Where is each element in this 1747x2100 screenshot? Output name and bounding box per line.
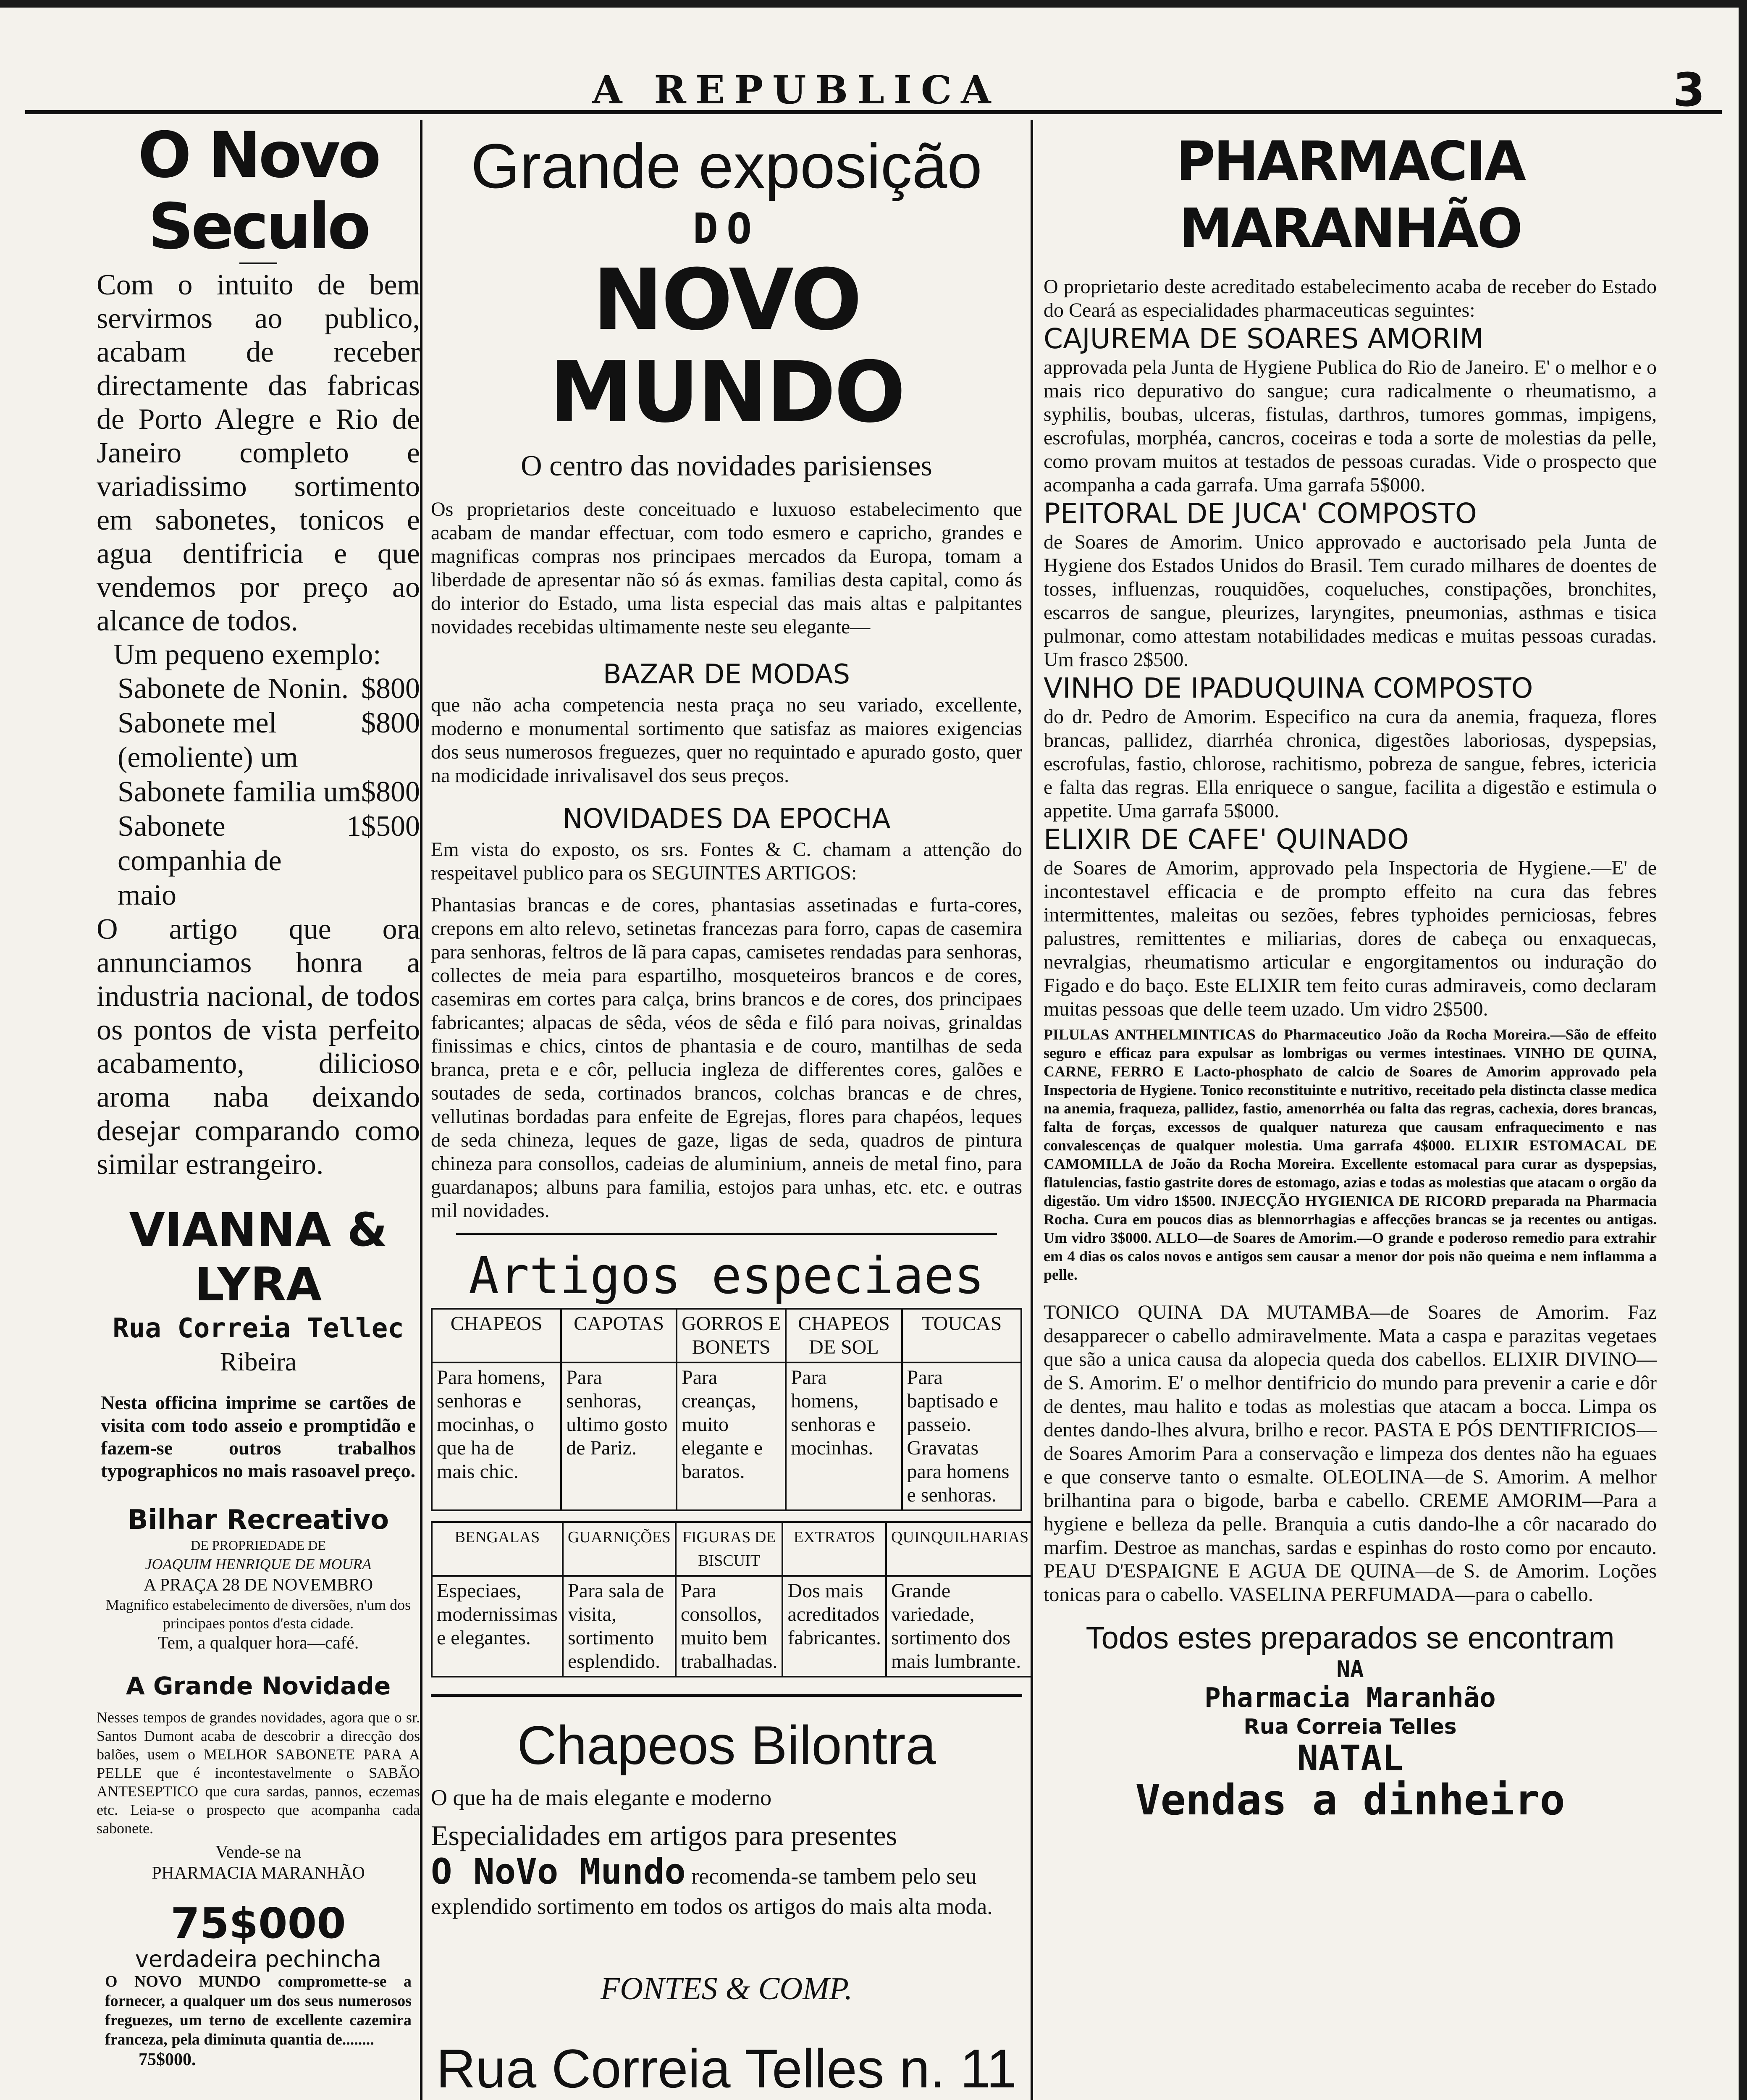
- product-price: $800: [361, 707, 420, 739]
- ad-novo-seculo-example: Um pequeno exemplo:: [113, 638, 381, 671]
- table-header: BENGALAS: [432, 1522, 563, 1576]
- especiaes-title: Artigos especiaes: [468, 1247, 985, 1305]
- list-item: [1044, 497, 1657, 672]
- ad-bilhar-title: Bilhar Recreativo: [127, 1504, 389, 1536]
- expo-head-2: DO: [693, 204, 761, 253]
- especiaes-table-2: [431, 1521, 1033, 1677]
- item-text: de Soares de Amorim, approvado pela Inspectoria de Hygiene.—E' de incontestavel efficacia e de prompto effeito na cura das febres intermittentes, maleitas ou sezões, febres typhoides perniciosas, febres palustres, remittentes e miliarias, dores de cabeça ou enxaquecas, nevralgias, rheumatismo articular e engorgitamentos ou induração do Figado e do baço. Este ELIXIR tem feito curas admiraveis, como declaram muitas pessoas que delle teem uzado. Um vidro 2$500.: [1044, 857, 1657, 1020]
- bazar-title: BAZAR DE MODAS: [603, 659, 850, 690]
- table-cell: Para baptisado e passeio. Gravatas para homens e senhoras.: [902, 1362, 1021, 1510]
- item-name: CAJUREMA DE SOARES AMORIM: [1044, 323, 1484, 355]
- product-list: [97, 672, 420, 913]
- product-row: [97, 672, 420, 706]
- ad-vianna-lyra-address: Rua Correia Tellec: [113, 1313, 404, 1344]
- list-item: [1044, 672, 1657, 823]
- ad-bilhar-body: Magnifico estabelecimento de diversões, n'um dos principaes pontos d'esta cidade.: [105, 1596, 411, 1632]
- ad-bilhar-place: A PRAÇA 28 DE NOVEMBRO: [143, 1575, 373, 1595]
- table-cell: Para consollos, muito bem trabalhadas.: [676, 1576, 783, 1677]
- ad-pechincha-price: 75$000: [171, 1899, 346, 1948]
- table-header: GUARNIÇÕES: [563, 1522, 676, 1576]
- bilontra-title: Chapeos Bilontra: [517, 1714, 936, 1776]
- divider: [431, 1694, 1022, 1697]
- table-header: CHAPEOS DE SOL: [786, 1309, 902, 1362]
- table-cell: Para senhoras, ultimo gosto de Pariz.: [561, 1362, 677, 1510]
- ad-vianna-lyra-district: Ribeira: [220, 1348, 297, 1376]
- pharmacia-title: PHARMACIA MARANHÃO: [1176, 130, 1524, 260]
- footer-line-4: Rua Correia Telles: [1243, 1714, 1457, 1739]
- table-cell: Para sala de visita, sortimento esplendido.: [563, 1576, 676, 1677]
- product-name: Sabonete familia um: [118, 776, 361, 808]
- bazar-body: que não acha competencia nesta praça no seu variado, excellente, moderno e monumental sortimento que satisfaz as maiores exigencias dos seus numerosos freguezes, quer no requintado e apurado gosto, quer na modicidade inrivalisavel dos seus preços.: [431, 694, 1022, 787]
- product-name: Sabonete mel (emoliente) um: [118, 707, 298, 774]
- table-cell: Grande variedade, sortimento dos mais lumbrante.: [886, 1576, 1033, 1677]
- footer-line-2: NA: [1336, 1656, 1364, 1683]
- ad-novo-seculo-title: O Novo Seculo: [138, 120, 379, 263]
- product-name: Sabonete de Nonin.: [118, 672, 349, 705]
- list-item: [1044, 823, 1657, 1021]
- ad-grande-novidade-shop: PHARMACIA MARANHÃO: [152, 1864, 365, 1883]
- table-cell: Para creanças, muito elegante e baratos.: [677, 1362, 786, 1510]
- item-name: VINHO DE IPADUQUINA COMPOSTO: [1044, 672, 1533, 704]
- column-center: [420, 120, 1033, 2100]
- novo-mundo-name: O NoVo Mundo: [431, 1851, 686, 1892]
- pharmacia-lower-items: TONICO QUINA DA MUTAMBA—de Soares de Amorim. Faz desapparecer o cabello admiravelmente. Mata a caspa e parazitas vegetaes que são a unica causa da alopecia queda dos cabellos. ELIXIR DIVINO—de S. Amorim. E' o melhor dentifricio do mundo para prevenir a carie e dôr de dentes, mau halito e todas as molestias que atacam a bocca. Limpa os dentes dando-lhes alvura, brilho e recor. PASTA E PÓS DENTIFRICIOS—de Soares Amorim Para a conservação e limpeza dos dentes não ha eguaes e que conserve tanto o esmalte. OLEOLINA—de S. Amorim. A melhor brilhantina para o bigode, barba e cabello. CREME AMORIM—Para a hygiene e belleza da pelle. Branquia a cutis dando-lhe a côr nacarado do marfim. Destroe as manchas, sardas e espinhas do rosto como por encauto. PEAU D'ESPAIGNE E AGUA DE QUINA—de S. de Amorim. Loções tonicas para o cabello. VASELINA PERFUMADA—para o cabello.: [1044, 1301, 1657, 1606]
- firm-name: FONTES & COMP.: [600, 1971, 853, 2006]
- ad-bilhar-owner-label: DE PROPRIEDADE DE: [191, 1538, 326, 1553]
- item-text: do dr. Pedro de Amorim. Especifico na cura da anemia, fraqueza, flores brancas, pallidez, diarrhéa chronica, digestões laboriosas, dyspepsias, escrofulas, fastio, chlorose, rachitismo, pobreza de sangue, febres, ictericia e falta das regras. Ella enriquece o sangue, facilita a digestão e estimula o appetite. Uma garrafa 5$000.: [1044, 706, 1657, 822]
- product-price: $800: [361, 776, 420, 808]
- item-name: PEITORAL DE JUCA' COMPOSTO: [1044, 497, 1477, 530]
- table-header: QUINQUILHARIAS: [886, 1522, 1033, 1576]
- table-header: EXTRATOS: [782, 1522, 886, 1576]
- ad-grande-novidade-title: A Grande Novidade: [126, 1672, 391, 1700]
- footer-line-5: NATAL: [1297, 1738, 1403, 1779]
- item-text: approvada pela Junta de Hygiene Publica do Rio de Janeiro. E' o melhor e o mais rico depurativo do sangue; cura radicalmente o rheumatismo, a syphilis, boubas, ulceras, fistulas, darthros, tumores gommas, impigens, escrofulas, morphéa, cancros, coceiras e toda a sorte de molestias da pelle, como provam muitos at testados de pessoas curadas. Vide o prospecto que acompanha a cada garrafa. Uma garrafa 5$000.: [1044, 356, 1657, 496]
- ad-grande-novidade-sale: Vende-se na: [215, 1843, 302, 1862]
- product-name: Sabonete companhia de maio: [118, 810, 282, 911]
- expo-head-1: Grande exposição: [471, 131, 982, 201]
- ad-novo-seculo-body: Com o intuito de bem servirmos ao publico, acabam de receber directamente das fabricas de Porto Alegre e Rio de Janeiro completo e variadissimo sortimento em sabonetes, tonicos e agua dentifricia e que vendemos por preço ao alcance de todos.: [97, 269, 420, 637]
- novo-mundo-recomenda: recomenda-se tambem pelo seu explendido sortimento em todos os artigos do mais alta moda.: [431, 1864, 993, 1919]
- column-left: [97, 120, 420, 2100]
- masthead: [25, 63, 1722, 117]
- table-header: TOUCAS: [902, 1309, 1021, 1362]
- table-header: CHAPEOS: [432, 1309, 561, 1362]
- table-cell: Especiaes, modernissimas e elegantes.: [432, 1576, 563, 1677]
- pharmacia-items: [1044, 322, 1657, 1021]
- table-cell: Dos mais acreditados fabricantes.: [782, 1576, 886, 1677]
- ad-novo-seculo-close: O artigo que ora annunciamos honra a industria nacional, de todos os pontos de vista perfeito acabamento, dilicioso aroma naba deixando desejar comparando como similar estrangeiro.: [97, 913, 420, 1181]
- divider: [456, 1233, 997, 1235]
- item-text: de Soares de Amorim. Unico approvado e auctorisado pela Junta de Hygiene dos Estados Unidos do Brasil. Tem curado milhares de doentes de tosses, influenzas, rouquidões, coqueluches, constipações, bronchites, escarros de sangue, pleurizes, laryngites, pneumonias, asthmas e tisica pulmonar, como attestam notabilidades medicas e muitas pessoas curadas. Um frasco 2$500.: [1044, 531, 1657, 671]
- footer-line-3: Pharmacia Maranhão: [1204, 1683, 1496, 1714]
- novidades-body: Em vista do exposto, os srs. Fontes & C. chamam a attenção do respeitavel publico para os SEGUINTES ARTIGOS:: [431, 838, 1022, 884]
- product-row: [97, 706, 420, 775]
- footer-line-6: Vendas a dinheiro: [1135, 1775, 1565, 1824]
- bilontra-subtitle: O que ha de mais elegante e moderno: [431, 1785, 772, 1810]
- expo-intro: Os proprietarios deste conceituado e luxuoso estabelecimento que acabam de mandar effectuar, com todo esmero e capricho, grandes e magnificas compras nos principaes mercados da Europa, tomam a liberdade de apresentar não só ás exmas. familias desta capital, como ás do interior do Estado, uma lista especial das mais altas e palpitantes novidades recebidas ultimamente neste seu elegante—: [431, 498, 1022, 638]
- novidades-title: NOVIDADES DA EPOCHA: [562, 803, 891, 835]
- list-item: [1044, 322, 1657, 497]
- table-cell: Para homens, senhoras e mocinhas.: [786, 1362, 902, 1510]
- ad-vianna-lyra-body: Nesta officina imprime se cartões de visita com todo asseio e promptidão e fazem-se outros trabalhos typographicos no mais rasoavel preço.: [101, 1392, 416, 1481]
- scan-edge-top: [0, 0, 1747, 8]
- artigos-body: Phantasias brancas e de cores, phantasias assetinadas e furta-cores, crepons em alto relevo, setinetas francezas para forro, capas de casemira para senhoras, feltros de lã para capas, camisetes rendadas para senhoras, collectes de meia para espartilho, mosqueteiros brancos e de cores, casemiras em cortes para calça, brins brancos e de cores, dos principaes fabricantes; alpacas de sêda, véos de sêda e filó para noivas, grinaldas finissimas e chics, cintos de phantasia e de couro, mantilhas de seda branca, preta e e côr, pellucia ingleza de differentes cores, galões e soutades de seda, cortinados brancos, colchas brancas e de chres, vellutinas bordadas para enfeite de Egrejas, flores para chapéos, leques de seda chineza, leques de gaze, ligas de seda, quadros de pintura chineza para consollos, cadeias de aluminium, anneis de metal fino, para guardanapos; albuns para familia, estojos para unhas, etc. etc. e outras mil novidades.: [431, 894, 1022, 1222]
- item-name: ELIXIR DE CAFE' QUINADO: [1044, 823, 1409, 856]
- pharmacia-intro: O proprietario deste acreditado estabelecimento acaba de receber do Estado do Ceará as especialidades pharmaceuticas seguintes:: [1044, 276, 1657, 321]
- page-number: 3: [1673, 63, 1705, 117]
- footer-line-1: Todos estes preparados se encontram: [1086, 1620, 1615, 1655]
- ad-pechincha-title: verdadeira pechincha: [135, 1946, 382, 1972]
- expo-head-4: O centro das novidades parisienses: [521, 450, 932, 482]
- ad-vianna-lyra-title: VIANNA & LYRA: [129, 1203, 388, 1311]
- masthead-rule: [25, 110, 1722, 114]
- product-row: [97, 775, 420, 809]
- table-header: GORROS E BONETS: [677, 1309, 786, 1362]
- product-price: 1$500: [346, 810, 420, 843]
- scan-edge-right: [1739, 0, 1747, 2100]
- product-price: $800: [361, 672, 420, 705]
- product-row: [97, 809, 420, 913]
- table-header: FIGURAS DE BISCUIT: [676, 1522, 783, 1576]
- column-right: [1035, 120, 1657, 2100]
- ad-bilhar-close: Tem, a qualquer hora—café.: [157, 1633, 359, 1653]
- especiaes-table-1: [431, 1308, 1022, 1511]
- novo-mundo-line: [431, 1851, 1022, 1922]
- table-cell: Para homens, senhoras e mocinhas, o que ha de mais chic.: [432, 1362, 561, 1510]
- especialidades: Especialidades em artigos para presentes: [431, 1819, 897, 1851]
- table-header: CAPOTAS: [561, 1309, 677, 1362]
- ad-pechincha-body: O NOVO MUNDO compromette-se a fornecer, a qualquer um dos seus numerosos freguezes, um terno de excellente cazemira franceza, pela diminuta quantia de........: [105, 1973, 412, 2048]
- pharmacia-small-items: PILULAS ANTHELMINTICAS do Pharmaceutico João da Rocha Moreira.—São de effeito seguro e efficaz para expulsar as lombrigas ou vermes intestinaes. VINHO DE QUINA, CARNE, FERRO E Lacto-phosphato de calcio de Soares de Amorim approvado pela Inspectoria de Hygiene. Tonico reconstituinte e nutritivo, receitado pela distincta classe medica na anemia, fraqueza, pallidez, fastio, amenorrhéa ou falta das regras, cachexia, dores brancas, falta de forças, excessos de qualquer natureza que causam enfraquecimento e nas convalescenças de qualquer molestia. Uma garrafa 4$000. ELIXIR ESTOMACAL DE CAMOMILLA de João da Rocha Moreira. Excellente estomacal para curar as dyspepsias, flatulencias, fastio gastrite dores de estomago, azias e todas as molestias que atacam o orgão da digestão. Um vidro 1$500. INJECÇÃO HYGIENICA DE RICORD preparada na Pharmacia Rocha. Cura em poucos dias as blennorrhagias e affecções brancas se ja recentes ou antigas. Um vidro 3$000. ALLO—de Soares de Amorim.—O grande e poderoso remedio para extrahir em 4 dias os calos novos e antigos sem causar a menor dor pois não queima e nem inflamma a pelle.: [1044, 1026, 1657, 1283]
- ad-bilhar-owner: JOAQUIM HENRIQUE DE MOURA: [145, 1556, 372, 1572]
- newspaper-title: A REPUBLICA: [592, 67, 1000, 113]
- ad-pechincha-amount: 75$000.: [139, 2050, 196, 2069]
- store-address: Rua Correia Telles n. 11: [436, 2038, 1017, 2099]
- expo-head-3: NOVO MUNDO: [549, 251, 904, 441]
- ad-grande-novidade-body: Nesses tempos de grandes novidades, agora que o sr. Santos Dumont acaba de descobrir a direcção dos balões, usem o MELHOR SABONETE PARA A PELLE que é incontestavelmente o SABÃO ANTESEPTICO que cura sardas, pannos, eczemas etc. Leia-se o prospecto que acompanha cada sabonete.: [97, 1709, 420, 1837]
